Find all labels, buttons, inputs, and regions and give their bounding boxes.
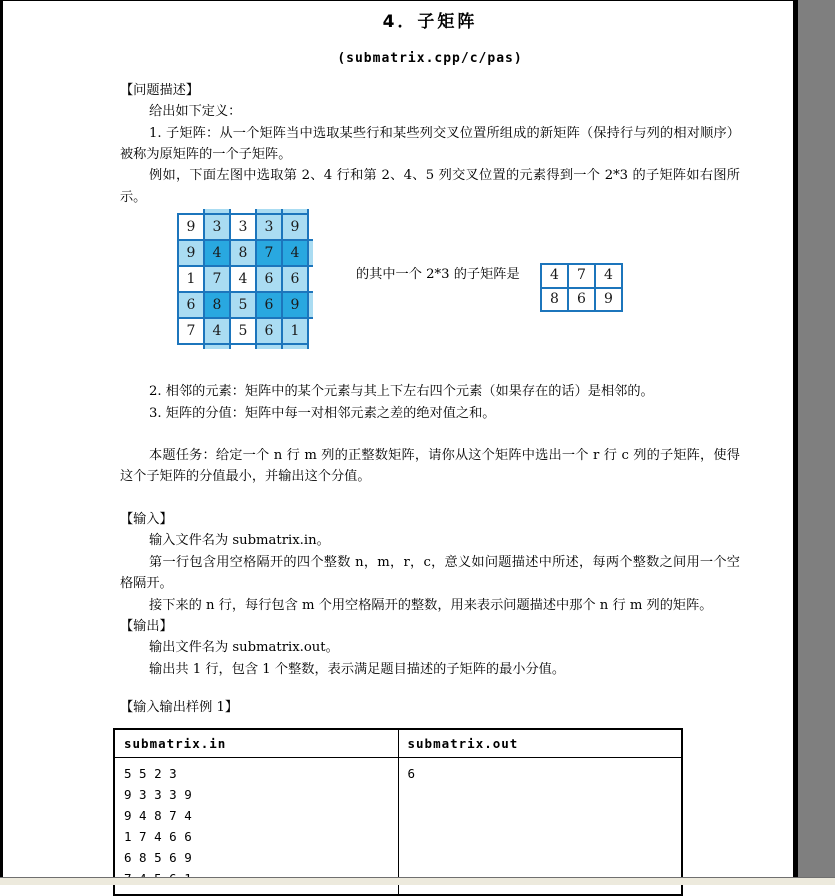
example-matrix-grid	[177, 213, 309, 345]
submatrix-cell: 9	[595, 288, 622, 311]
sample-line: 6 8 5 6 9	[124, 849, 192, 865]
sample-table-header-row	[114, 729, 682, 758]
sample-input-header: submatrix.in	[114, 729, 398, 758]
matrix-cell: 9	[282, 214, 308, 240]
sample-line: 9 3 3 3 9	[124, 786, 192, 802]
paragraph-definition-2: 2. 相邻的元素：矩阵中的某个元素与其上下左右四个元素（如果存在的话）是相邻的。	[149, 384, 654, 400]
row-highlight-tab	[309, 291, 313, 319]
matrix-cell: 6	[256, 292, 282, 318]
sample-output-cell	[398, 757, 682, 895]
matrix-cell: 4	[204, 318, 230, 344]
paragraph-intro: 给出如下定义：	[149, 104, 242, 120]
sample-io-table	[113, 728, 683, 896]
sample-line: 5 5 2 3	[124, 765, 177, 781]
paragraph-input-rest: 接下来的 n 行，每行包含 m 个用空格隔开的整数，用来表示问题描述中那个 n 行 m 列的矩阵。	[149, 597, 713, 613]
page-title: 4．子矩阵	[382, 12, 478, 32]
matrix-cell: 8	[230, 240, 256, 266]
matrix-cell: 6	[256, 266, 282, 292]
matrix-cell: 4	[204, 240, 230, 266]
section-output: 【输出】	[120, 618, 173, 634]
submatrix-cell: 6	[568, 288, 595, 311]
matrix-cell: 3	[230, 214, 256, 240]
paragraph-input-line1: 第一行包含用空格隔开的四个整数 n，m，r，c，意义如问题描述中所述，每两个整数之间用一个空格隔开。	[120, 554, 740, 592]
column-highlight-tab	[255, 209, 283, 213]
submatrix-cell: 7	[568, 264, 595, 287]
column-highlight-tab	[255, 345, 283, 349]
paragraph-output-filename: 输出文件名为 submatrix.out。	[149, 640, 339, 656]
paragraph-input-filename: 输入文件名为 submatrix.in。	[149, 533, 330, 549]
example-matrix	[177, 213, 309, 345]
matrix-cell: 6	[256, 318, 282, 344]
matrix-cell: 7	[178, 318, 204, 344]
paragraph-output-spec: 输出共 1 行，包含 1 个整数，表示满足题目描述的子矩阵的最小分值。	[149, 661, 566, 677]
matrix-figure	[120, 213, 740, 345]
column-highlight-tab	[281, 209, 309, 213]
matrix-cell: 5	[230, 318, 256, 344]
matrix-cell: 9	[178, 240, 204, 266]
column-highlight-tab	[281, 345, 309, 349]
paragraph-task: 本题任务：给定一个 n 行 m 列的正整数矩阵，请你从这个矩阵中选出一个 r 行 c 列的子矩阵，使得这个子矩阵的分值最小，并输出这个分值。	[120, 448, 740, 485]
matrix-cell: 6	[282, 266, 308, 292]
sample-table-body-row	[114, 757, 682, 895]
submatrix-grid	[540, 263, 623, 312]
submatrix-cell: 4	[595, 264, 622, 287]
paragraph-definition-3: 3. 矩阵的分值：矩阵中每一对相邻元素之差的绝对值之和。	[149, 405, 496, 421]
column-highlight-tab	[203, 209, 231, 213]
matrix-cell: 9	[178, 214, 204, 240]
sample-line: 9 4 8 7 4	[124, 807, 192, 823]
matrix-cell: 1	[282, 318, 308, 344]
submatrix-result	[540, 263, 623, 312]
matrix-cell: 6	[178, 292, 204, 318]
figure-caption: 的其中一个 2*3 的子矩阵是	[356, 267, 520, 283]
matrix-cell: 4	[282, 240, 308, 266]
matrix-cell: 8	[204, 292, 230, 318]
matrix-cell: 9	[282, 292, 308, 318]
sample-line: 1 7 4 6 6	[124, 828, 192, 844]
matrix-cell: 5	[230, 292, 256, 318]
paragraph-example: 例如，下面左图中选取第 2、4 行和第 2、4、5 列交叉位置的元素得到一个 2*3 的子矩阵如右图所示。	[120, 168, 740, 205]
section-problem-description: 【问题描述】	[120, 82, 200, 98]
matrix-cell: 4	[230, 266, 256, 292]
sample-input-cell	[114, 757, 398, 895]
matrix-cell: 1	[178, 266, 204, 292]
row-highlight-tab	[309, 239, 313, 267]
section-input: 【输入】	[120, 511, 173, 527]
matrix-cell: 7	[256, 240, 282, 266]
section-sample: 【输入输出样例 1】	[120, 700, 239, 716]
sample-line: 6	[407, 765, 416, 781]
page-content	[120, 12, 740, 896]
window-edge-strip	[0, 877, 835, 885]
sample-output-header: submatrix.out	[398, 729, 682, 758]
file-name-subtitle: (submatrix.cpp/c/pas)	[337, 51, 523, 67]
paragraph-definition-1: 1. 子矩阵：从一个矩阵当中选取某些行和某些列交叉位置所组成的新矩阵（保持行与列的相对顺序）被称为原矩阵的一个子矩阵。	[120, 125, 740, 163]
submatrix-cell: 8	[541, 288, 568, 311]
column-highlight-tab	[203, 345, 231, 349]
matrix-cell: 3	[204, 214, 230, 240]
submatrix-cell: 4	[541, 264, 568, 287]
matrix-cell: 7	[204, 266, 230, 292]
matrix-cell: 3	[256, 214, 282, 240]
